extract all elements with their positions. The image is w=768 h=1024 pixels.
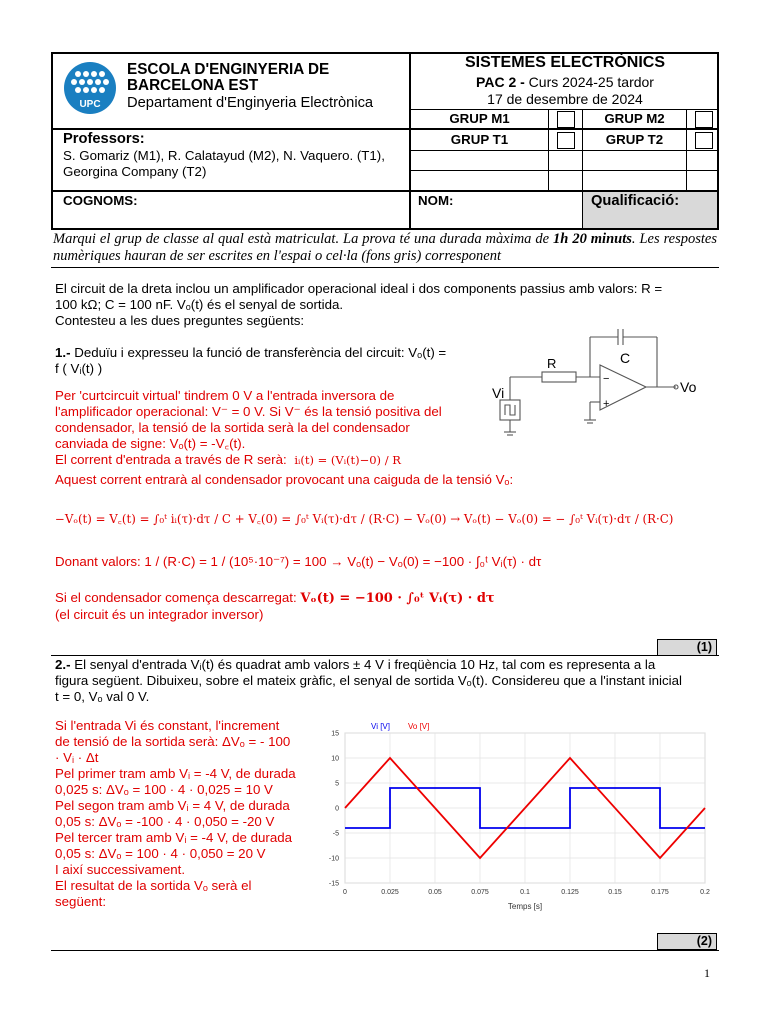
q1-equation-main: −Vₒ(t) = V꜀(t) = ∫₀ᵗ iᵢ(τ)·dτ / C + V꜀(0) = ∫₀ᵗ Vᵢ(τ)·dτ / (R·C) − Vₒ(0) → Vₒ(t) − Vₒ(0) = − ∫₀ᵗ Vᵢ(τ)·dτ / (R·C) (55, 512, 674, 526)
professors-list: S. Gomariz (M1), R. Calatayud (M2), N. Vaquero. (T1), Georgina Company (T2) (63, 148, 385, 179)
q1-answer-current: El corrent d'entrada a través de R serà: iᵢ(t) = (Vᵢ(t)−0) / R (55, 452, 401, 467)
y-tick-label: 15 (331, 730, 339, 738)
y-tick-label: -15 (328, 880, 339, 888)
logo-text: UPC (79, 99, 101, 110)
cognoms-label: COGNOMS: (63, 193, 138, 208)
x-tick-label: 0.1 (520, 889, 530, 896)
circuit-diagram (480, 320, 720, 445)
signal-chart (315, 716, 715, 916)
y-tick-label: 10 (331, 755, 339, 763)
q2-score-box[interactable]: (2) (657, 933, 717, 950)
group-t1-checkbox[interactable] (557, 132, 575, 149)
q1-score-box[interactable]: (1) (657, 639, 717, 656)
q1-answer-final: Si el condensador comença descarregat: Vₒ(t) = −100 · ∫₀ᵗ Vᵢ(τ) · dτ (55, 590, 495, 606)
x-tick-label: 0.175 (651, 889, 669, 896)
q1-answer-line6: Aquest corrent entrarà al condensador provocant una caiguda de la tensió Vₒ: (55, 472, 514, 487)
q1-answer-block: Per 'curtcircuit virtual' tindrem 0 V a l'entrada inversora de l'amplificador operacional: V⁻ = 0 V. Si V⁻ és la tensió positiva del condensador, la tensió de la sortida serà la del condensador canviada de signe: Vₒ(t) = -V꜀(t). (55, 388, 442, 451)
circuit-label-C: C (620, 350, 631, 366)
school-name: ESCOLA D'ENGINYERIA DE BARCELONA EST (127, 61, 330, 94)
legend-vi: Vi [V] (371, 722, 390, 731)
professors-label: Professors: (63, 131, 145, 147)
q2-question: 2.- El senyal d'entrada Vᵢ(t) és quadrat amb valors ± 4 V i freqüència 10 Hz, tal com es representa a la figura següent. Dibuixeu, sobre el mateix gràfic, el senyal de sortida Vₒ(t). Considereu que a l'instant inicial t = 0, Vₒ val 0 V. (55, 657, 682, 704)
q1-answer-values: Donant valors: 1 / (R·C) = 1 / (10⁵·10⁻⁷) = 100 → Vₒ(t) − Vₒ(0) = −100 · ∫₀ᵗ Vᵢ(τ) · dτ (55, 554, 542, 569)
q2-answer-block: Si l'entrada Vi és constant, l'increment de tensió de la sortida serà: ΔVₒ = - 100 · Vᵢ · Δt Pel primer tram amb Vᵢ = -4 V, de durada 0,025 s: ΔVₒ = 100 · 4 · 0,025 = 10 V Pel segon tram amb Vᵢ = 4 V, de durada 0,05 s: ΔVₒ = -100 · 4 · 0,050 = -20 V Pel tercer tram amb Vᵢ = -4 V, de durada 0,05 s: ΔVₒ = 100 · 4 · 0,050 = 20 V I així successivament. El resultat de la sortida Vₒ serà el següent: (55, 718, 296, 909)
y-tick-label: -5 (332, 830, 339, 838)
circuit-label-R: R (547, 356, 557, 371)
group-t2-label: GRUP T2 (605, 132, 664, 147)
q1-answer-integrator: (el circuit és un integrador inversor) (55, 607, 264, 622)
nom-label: NOM: (418, 193, 454, 208)
x-axis-label: Temps [s] (507, 902, 543, 911)
x-tick-label: 0.025 (381, 889, 399, 896)
y-tick-label: 0 (335, 805, 339, 813)
circuit-plus: + (603, 398, 610, 410)
x-tick-label: 0 (343, 889, 347, 896)
qualificacio-label: Qualificació: (591, 193, 680, 209)
instructions: Marqui el grup de classe al qual està matriculat. La prova té una durada màxima de 1h 20 minuts. Les respostes numèriques hauran de ser escrites en l'espai o cel·la (fons gris) corresponent (53, 231, 718, 264)
x-tick-label: 0.15 (608, 889, 622, 896)
y-tick-label: 5 (335, 780, 339, 788)
group-t2-checkbox[interactable] (695, 132, 713, 149)
group-m1-label: GRUP M1 (449, 111, 510, 126)
course-title: SISTEMES ELECTRÒNICS (464, 54, 666, 71)
circuit-label-Vi: Vi (492, 385, 505, 401)
x-tick-label: 0.125 (561, 889, 579, 896)
pac-line: PAC 2 - Curs 2024-25 tardor (476, 74, 654, 90)
group-t1-label: GRUP T1 (450, 132, 509, 147)
group-m1-checkbox[interactable] (557, 111, 575, 128)
exam-date: 17 de desembre de 2024 (487, 91, 643, 107)
signal-chart-svg (315, 716, 715, 916)
circuit-label-Vo: Vo (680, 379, 697, 395)
legend-vo: Vo [V] (408, 722, 430, 731)
upc-logo (64, 62, 116, 114)
x-tick-label: 0.05 (428, 889, 442, 896)
y-tick-label: -10 (328, 855, 339, 863)
page-number: 1 (704, 966, 710, 980)
group-m2-label: GRUP M2 (604, 111, 665, 126)
circuit-minus: − (603, 373, 610, 385)
department-name: Departament d'Enginyeria Electrònica (127, 95, 374, 111)
x-tick-label: 0.075 (471, 889, 489, 896)
group-m2-checkbox[interactable] (695, 111, 713, 128)
intro-text: El circuit de la dreta inclou un amplificador operacional ideal i dos components passius amb valors: R = 100 kΩ; C = 100 nF. Vₒ(t) és el senyal de sortida. Contesteu a les dues preguntes següents: (55, 281, 663, 328)
q1-question: 1.- Deduïu i expresseu la funció de transferència del circuit: Vₒ(t) = f ( Vᵢ(t) ) (55, 345, 447, 376)
x-tick-label: 0.2 (700, 889, 710, 896)
